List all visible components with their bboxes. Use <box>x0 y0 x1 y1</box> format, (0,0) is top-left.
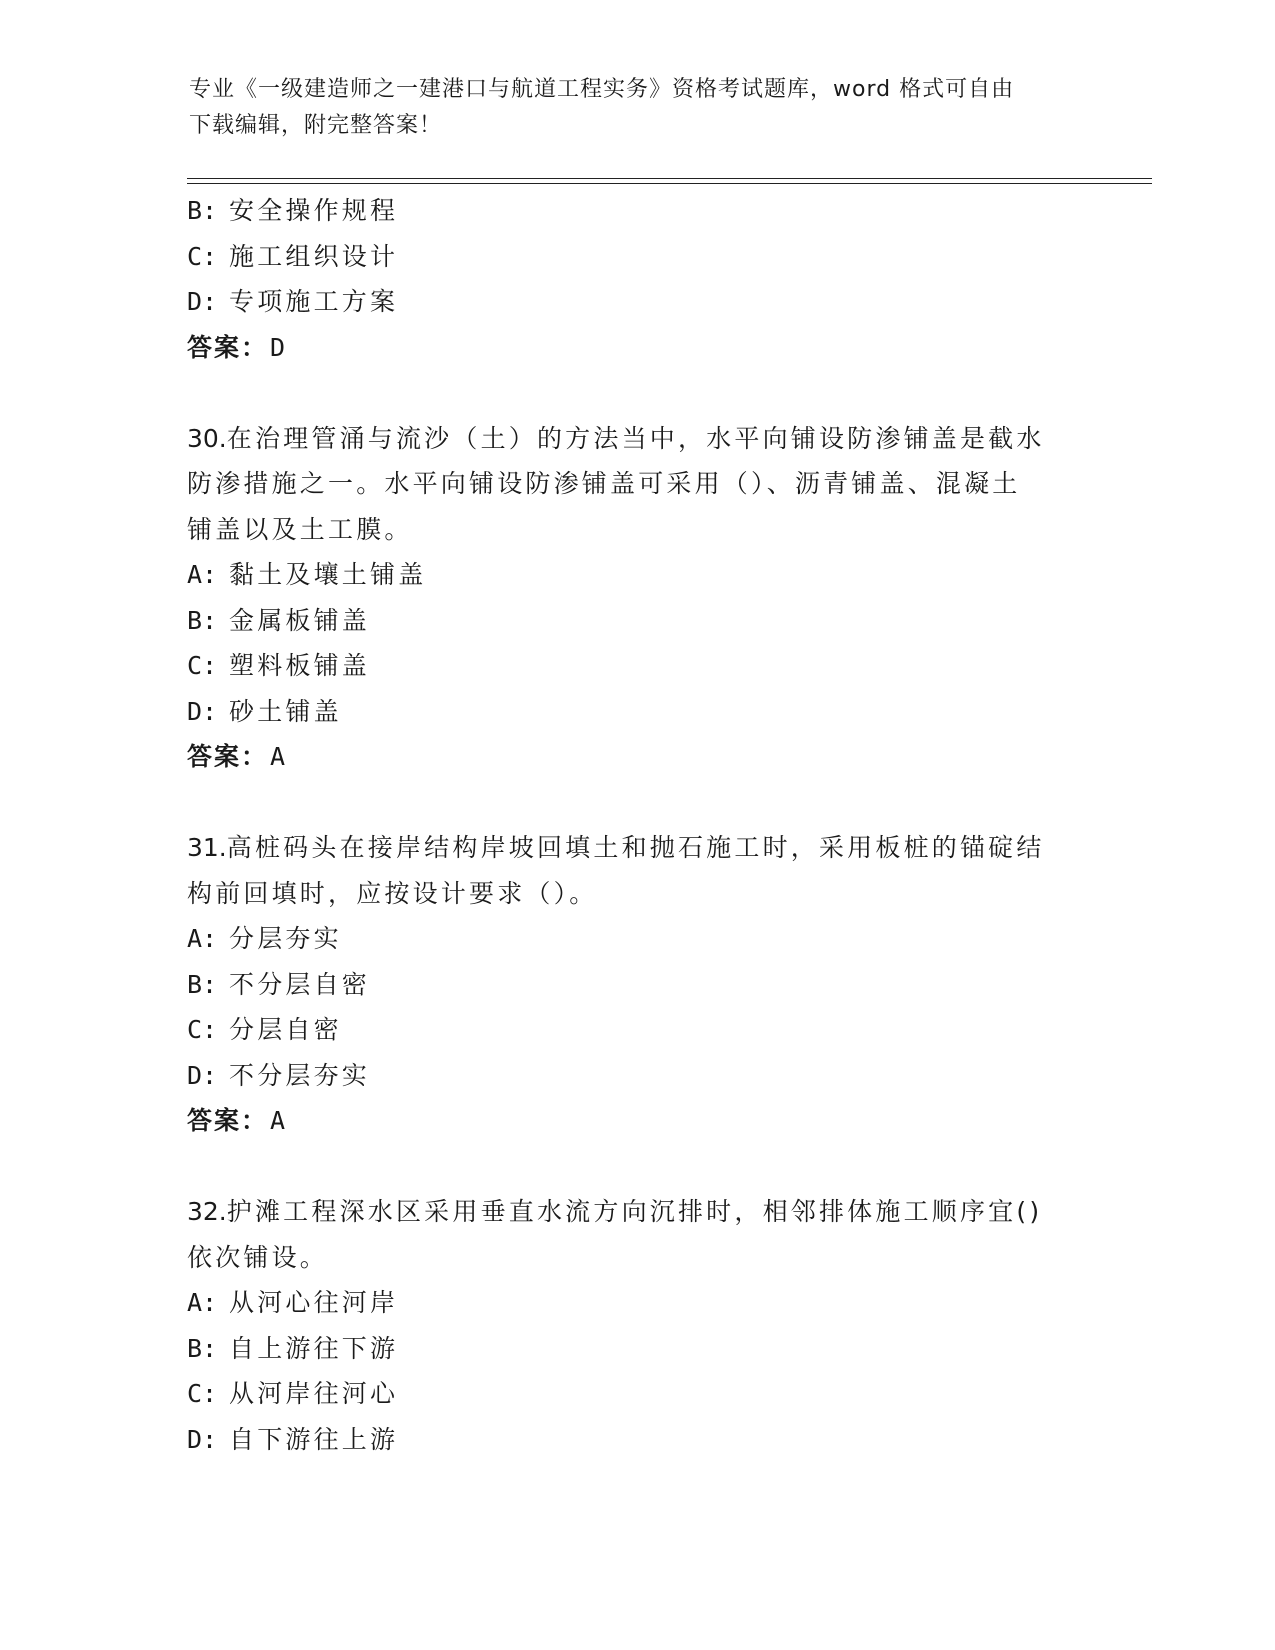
option-d <box>187 689 1087 735</box>
option-letter: A: <box>187 560 218 589</box>
option-text: 分层夯实 <box>229 924 342 953</box>
question-number: 31. <box>187 833 227 862</box>
option-letter: D: <box>187 1060 218 1090</box>
answer-label: 答案： <box>187 332 269 362</box>
answer-value: A <box>270 1106 288 1135</box>
option-letter: C: <box>187 651 218 680</box>
answer-value: A <box>270 742 288 771</box>
option-letter: A: <box>187 1288 218 1317</box>
answer-line <box>187 734 1087 780</box>
option-c <box>187 1007 1087 1053</box>
option-letter: C: <box>187 241 218 271</box>
answer-label: 答案： <box>187 1106 269 1135</box>
option-letter: B: <box>187 969 218 999</box>
spacer <box>187 1144 1087 1190</box>
question-text-line <box>187 416 1087 462</box>
question-text-line: 铺盖以及土工膜。 <box>187 514 413 544</box>
question-text: 在治理管涌与流沙（土）的方法当中，水平向铺设防渗铺盖是截水 <box>226 423 1045 453</box>
answer-label: 答案： <box>187 742 269 771</box>
option-d <box>187 1417 1087 1463</box>
question-text: 护滩工程深水区采用垂直水流方向沉排时，相邻排体施工顺序宜() <box>226 1197 1043 1226</box>
option-text: 砂土铺盖 <box>229 696 342 726</box>
question-block-31 <box>187 825 1087 1144</box>
option-letter: D: <box>187 287 218 316</box>
option-d <box>187 279 1087 325</box>
question-list <box>187 188 1087 1462</box>
option-a <box>187 916 1087 962</box>
option-text: 金属板铺盖 <box>229 605 371 635</box>
header-line-1: 专业《一级建造师之一建港口与航道工程实务》资格考试题库，word 格式可自由 <box>189 77 1015 102</box>
option-b <box>187 962 1087 1008</box>
option-d <box>187 1053 1087 1099</box>
question-number: 32. <box>187 1197 227 1226</box>
option-letter: C: <box>187 1379 218 1408</box>
option-text: 自上游往下游 <box>229 1333 399 1363</box>
option-text: 不分层自密 <box>229 969 371 999</box>
option-letter: A: <box>187 924 218 953</box>
option-b <box>187 598 1087 644</box>
option-text: 分层自密 <box>229 1015 342 1044</box>
answer-line <box>187 1098 1087 1144</box>
option-c <box>187 234 1087 280</box>
option-text: 不分层夯实 <box>229 1060 371 1090</box>
document-header <box>189 72 1089 144</box>
header-line-2: 下载编辑，附完整答案！ <box>189 113 443 138</box>
option-c <box>187 1371 1087 1417</box>
option-a <box>187 1280 1087 1326</box>
question-text-line <box>187 1189 1087 1235</box>
option-text: 从河心往河岸 <box>229 1288 399 1317</box>
option-letter: C: <box>187 1015 218 1044</box>
question-text-line <box>187 825 1087 871</box>
option-letter: B: <box>187 1333 218 1363</box>
option-b <box>187 188 1087 234</box>
option-text: 安全操作规程 <box>229 196 399 225</box>
question-text-line: 依次铺设。 <box>187 1242 329 1272</box>
spacer <box>187 370 1087 416</box>
option-a <box>187 552 1087 598</box>
question-text: 高桩码头在接岸结构岸坡回填土和抛石施工时，采用板桩的锚碇结 <box>226 833 1045 862</box>
option-letter: B: <box>187 605 218 635</box>
option-b <box>187 1326 1087 1372</box>
question-block-continued <box>187 188 1087 370</box>
option-letter: D: <box>187 696 218 726</box>
header-divider-top <box>187 178 1152 179</box>
question-block-30 <box>187 416 1087 780</box>
option-c <box>187 643 1087 689</box>
question-text-line: 防渗措施之一。水平向铺设防渗铺盖可采用（）、沥青铺盖、混凝土 <box>187 469 1021 498</box>
option-text: 专项施工方案 <box>229 287 399 316</box>
option-text: 从河岸往河心 <box>229 1379 399 1408</box>
option-text: 黏土及壤土铺盖 <box>229 560 427 589</box>
question-block-32 <box>187 1189 1087 1462</box>
answer-value: D <box>270 332 288 362</box>
header-divider-bottom <box>187 183 1152 184</box>
option-letter: B: <box>187 196 218 225</box>
spacer <box>187 780 1087 826</box>
option-text: 塑料板铺盖 <box>229 651 371 680</box>
option-letter: D: <box>187 1424 218 1454</box>
option-text: 自下游往上游 <box>229 1424 399 1454</box>
question-number: 30. <box>187 423 227 453</box>
option-text: 施工组织设计 <box>229 241 399 271</box>
question-text-line: 构前回填时，应按设计要求（）。 <box>187 878 598 908</box>
answer-line <box>187 325 1087 371</box>
